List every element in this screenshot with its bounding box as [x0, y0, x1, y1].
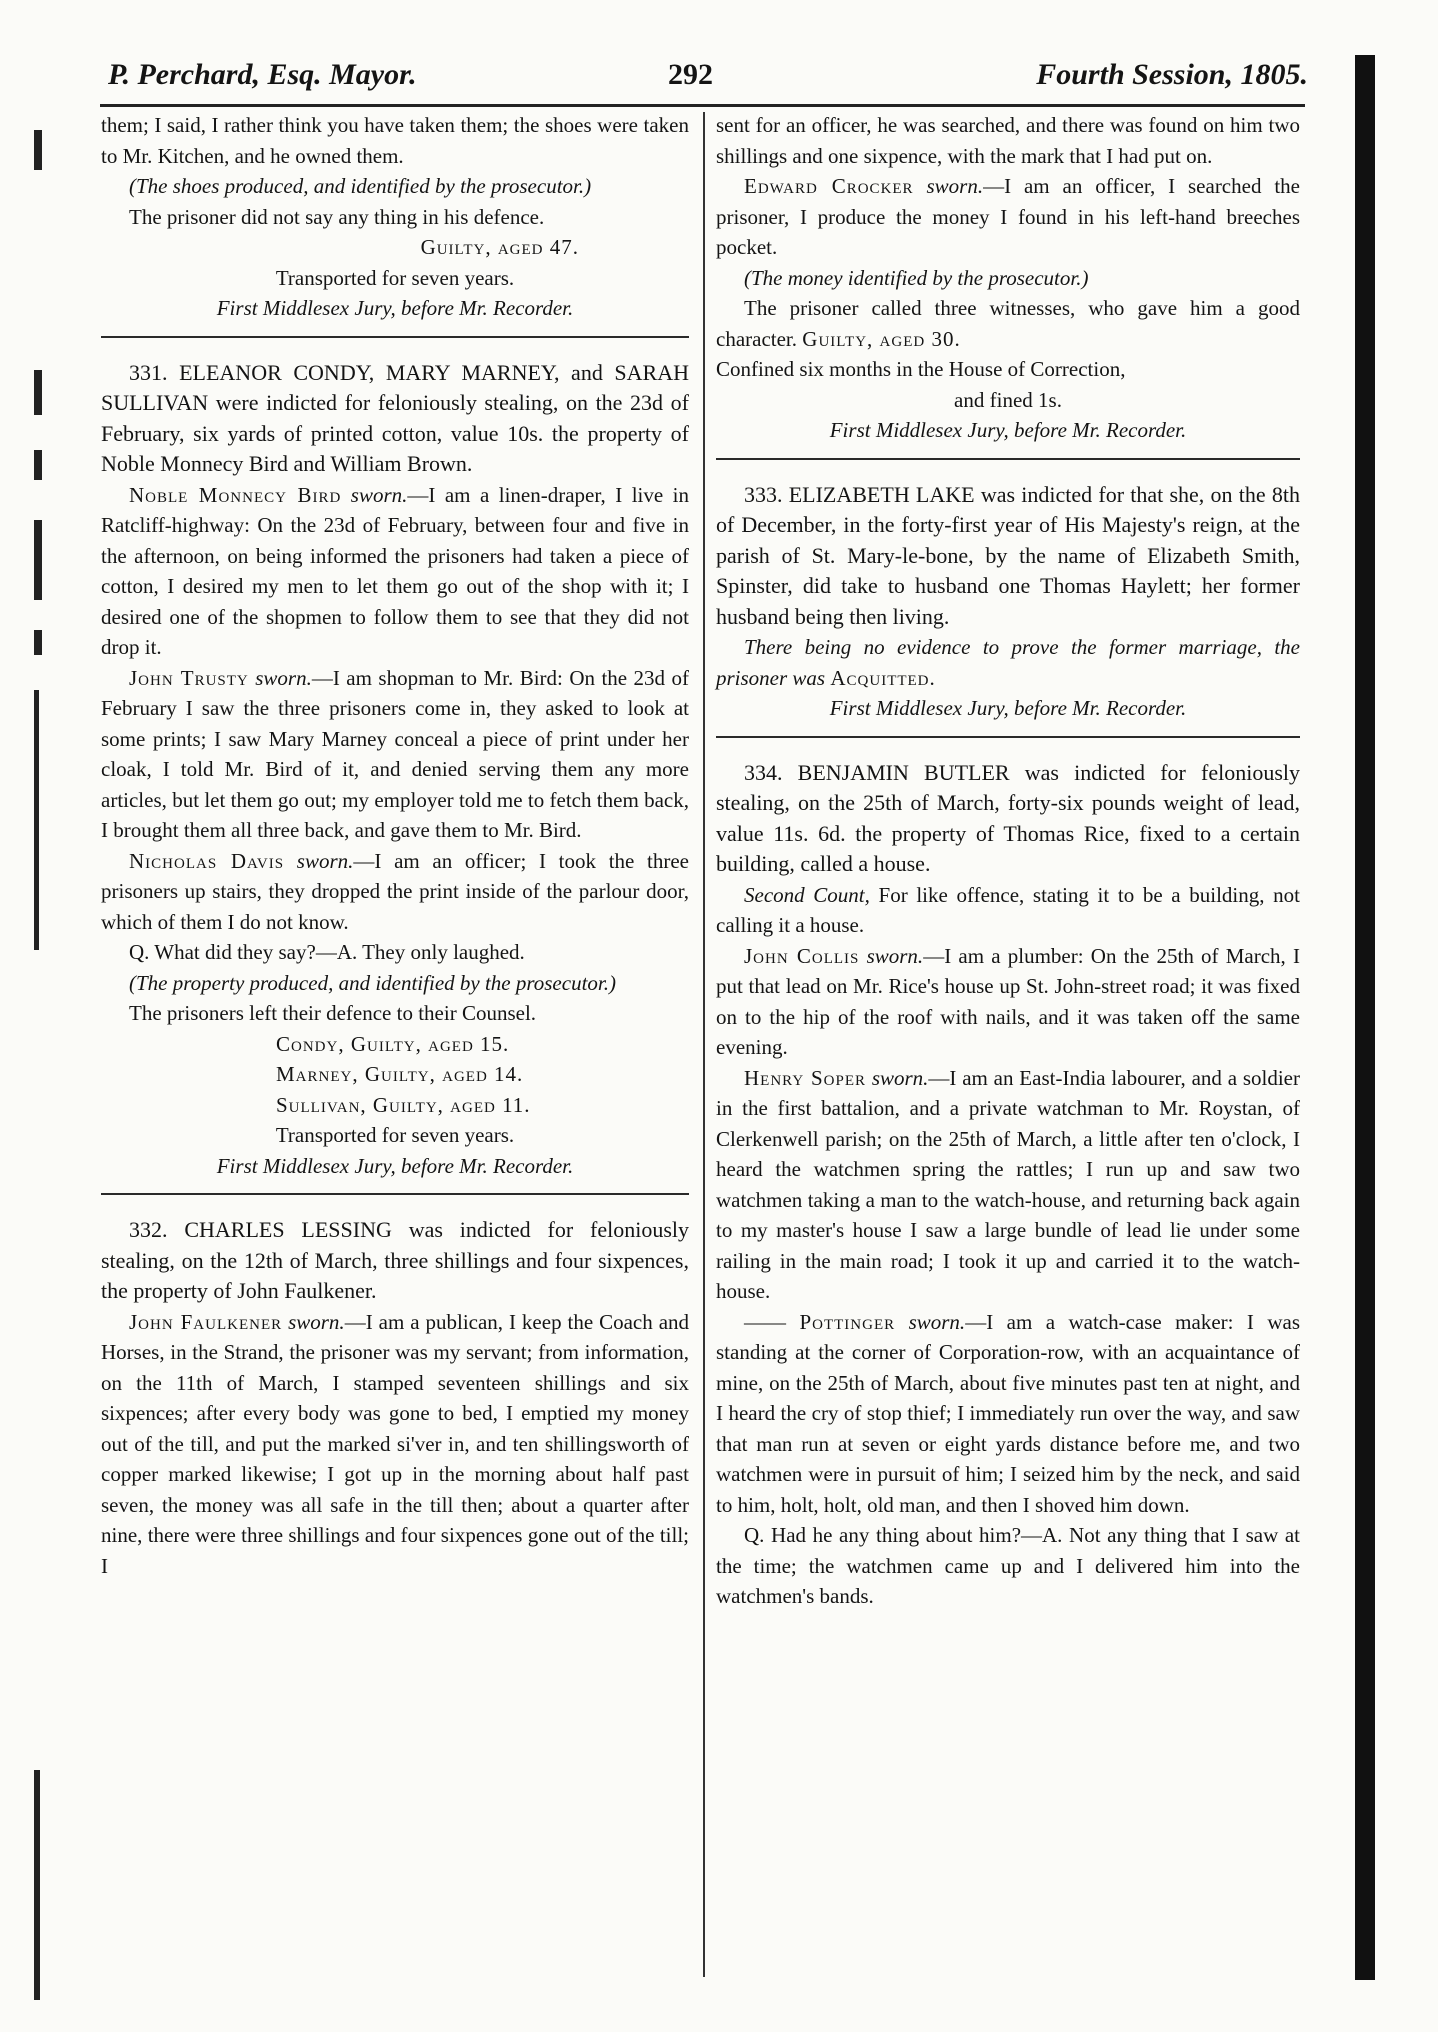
testimony-text: —I am shopman to Mr. Bird: On the 23d of February I saw the three prisoners come in, they asked to look at some prints; I saw Mary Marney conceal a piece of print under her cloak, I told Mr. Bird of it, and denied serving them any more articles, but let them go out; my employer told me to fetch them back, I brought them all three back, and gave them to Mr. Bird.	[101, 665, 690, 842]
question: Q. Had he any thing about him?—A. Not any thing that I saw at the time; the watchmen came up and I delivered him into the watchmen's bands.	[716, 1523, 1300, 1608]
witness-statement: The prisoner called three witnesses, who gave him a good character.	[716, 296, 1300, 351]
binding-margin	[22, 70, 62, 2020]
count-text: For like offence, stating it to be a building, not calling it a house.	[716, 882, 1300, 937]
margin-mark	[34, 130, 42, 170]
testimony	[101, 1307, 689, 1582]
count-label: Second Count,	[744, 882, 870, 907]
witness-name: John Collis	[744, 943, 860, 968]
sentence: Transported for seven years.	[275, 265, 515, 290]
margin-mark	[34, 450, 42, 480]
verdict: Guilty, aged 30.	[802, 326, 961, 351]
testimony-text: —I am a publican, I keep the Coach and Horses, in the Strand, the prisoner was my servant; from information, on the 11th of March, I stamped seventeen shillings and six sixpences; after every body was gone to bed, I emptied my money out of the till, and put the marked si'ver in, and ten shillingsworth of copper marked likewise; I got up in the morning about half past seven, the money was all safe in the till then; about a quarter after nine, there were three shillings and four sixpences gone out of the till; I	[101, 1309, 690, 1578]
jury-line: First Middlesex Jury, before Mr. Recorder.	[216, 1153, 574, 1178]
sworn: sworn.	[350, 482, 408, 507]
binding-edge	[1355, 55, 1375, 1980]
paragraph: (The property produced, and identified by the prosecutor.)	[129, 970, 616, 995]
question: Q. What did they say?—A. They only laughed.	[129, 940, 525, 964]
testimony	[101, 846, 689, 938]
verdict: Condy, Guilty, aged 15.	[276, 1031, 510, 1056]
right-column	[716, 110, 1300, 1612]
column-divider	[703, 112, 705, 1977]
sworn: sworn.	[926, 174, 984, 198]
section-rule	[716, 458, 1300, 460]
testimony	[716, 1307, 1300, 1521]
sworn: sworn.	[871, 1065, 929, 1090]
case-331: 331. ELEANOR CONDY, MARY MARNEY, and SARAH SULLIVAN were indicted for feloniously stealing, on the 23d of February, six yards of printed cotton, value 10s. the property of Noble Monnecy Bird and William Brown.	[101, 359, 689, 476]
testimony-text: —I am an East-India labourer, and a soldier in the first battalion, and a private watchman to Mr. Roystan, of Clerkenwell parish; on the 25th of March, a little after ten o'clock, I heard the watchmen spring the rattles; I run up and saw two watchmen taking a man to the watch-house, and returning back again to my master's house I saw a large bundle of lead lie under some railing in the main road; I took it up and carried it to the watch-house.	[716, 1065, 1300, 1303]
sworn: sworn.	[866, 943, 924, 968]
sentence: and fined 1s.	[954, 387, 1062, 412]
paragraph: The prisoners left their defence to their Counsel.	[129, 1001, 537, 1025]
witness-name: Nicholas Davis	[129, 848, 285, 873]
sworn: sworn.	[255, 665, 312, 690]
testimony-text: —I am a watch-case maker: I was standing at the corner of Corporation-row, with an acquaintance of mine, on the 25th of March, about five minutes past ten at night, and I heard the cry of stop thief; I immediately run over the way, and saw that man run at seven or eight yards distance before me, and two watchmen were in pursuit of him; I seized him by the neck, and said to him, holt, holt, old man, and then I shoved him down.	[716, 1309, 1301, 1517]
witness-name: John Trusty	[129, 665, 249, 690]
testimony-text: —I am an officer, I searched the prisoner, I produce the money I found in his left-hand breeches pocket.	[716, 174, 1301, 259]
header-right: Fourth Session, 1805.	[1036, 58, 1308, 91]
sentence: Confined six months in the House of Correction,	[716, 357, 1126, 381]
testimony-text: —I am an officer; I took the three prisoners up stairs, they dropped the print inside of the parlour door, which of them I do not know.	[101, 848, 689, 934]
left-column	[101, 110, 689, 1581]
testimony-text: —I am a plumber: On the 25th of March, I put that lead on Mr. Rice's house up St. John-street road; it was fixed on to the hip of the roof with nails, and it was taken off the same evening.	[716, 943, 1300, 1059]
sworn: sworn.	[296, 848, 354, 873]
testimony	[101, 663, 689, 846]
sworn: sworn.	[288, 1309, 345, 1334]
margin-mark	[34, 520, 42, 600]
witness-name: Pottinger	[799, 1309, 896, 1334]
running-header	[108, 58, 1308, 104]
verdict: Marney, Guilty, aged 14.	[276, 1062, 524, 1086]
margin-mark	[34, 690, 39, 950]
witness-name: Henry Soper	[744, 1065, 866, 1090]
testimony	[101, 480, 689, 663]
no-evidence: There being no evidence to prove the former marriage, the prisoner was	[716, 635, 1300, 690]
header-rule	[100, 104, 1305, 107]
testimony	[716, 941, 1300, 1063]
paragraph: sent for an officer, he was searched, and there was found on him two shillings and one sixpence, with the mark that I had put on.	[716, 113, 1300, 168]
verdict: Acquitted.	[830, 665, 936, 690]
section-rule	[101, 1193, 689, 1195]
jury-line: First Middlesex Jury, before Mr. Recorder.	[216, 296, 574, 320]
case-334: 334. BENJAMIN BUTLER was indicted for feloniously stealing, on the 25th of March, forty-six pounds weight of lead, value 11s. 6d. the property of Thomas Rice, fixed to a certain building, called a house.	[716, 759, 1300, 876]
case-332: 332. CHARLES LESSING was indicted for feloniously stealing, on the 12th of March, three shillings and four sixpences, the property of John Faulkener.	[101, 1217, 689, 1303]
sworn: sworn.	[908, 1309, 966, 1334]
paragraph: The prisoner did not say any thing in his defence.	[129, 204, 545, 229]
dash: ——	[744, 1309, 786, 1334]
paragraph: (The shoes produced, and identified by the prosecutor.)	[129, 174, 592, 198]
paragraph	[716, 880, 1300, 941]
jury-line: First Middlesex Jury, before Mr. Recorder.	[829, 696, 1187, 720]
case-333: 333. ELIZABETH LAKE was indicted for that she, on the 8th of December, in the forty-first year of His Majesty's reign, at the parish of St. Mary-le-bone, by the name of Elizabeth Smith, Spinster, did take to husband one Thomas Haylett; her former husband being then living.	[716, 481, 1300, 629]
testimony	[716, 171, 1300, 263]
witness-name: Edward Crocker	[744, 174, 914, 198]
testimony	[716, 1063, 1300, 1307]
jury-line: First Middlesex Jury, before Mr. Recorder.	[829, 418, 1187, 442]
paragraph: them; I said, I rather think you have taken them; the shoes were taken to Mr. Kitchen, and he owned them.	[101, 113, 689, 168]
header-left: P. Perchard, Esq. Mayor.	[108, 58, 417, 91]
page-number: 292	[668, 58, 713, 91]
witness-name: Noble Monnecy Bird	[129, 482, 342, 507]
paragraph: (The money identified by the prosecutor.)	[744, 265, 1089, 290]
testimony-text: —I am a linen-draper, I live in Ratcliff-highway: On the 23d of February, between four and five in the afternoon, on being informed the prisoners had taken a piece of cotton, I desired my men to let them go out of the shop with it; I desired one of the shopmen to follow them to see that they did not drop it.	[101, 482, 690, 659]
section-rule	[716, 736, 1300, 738]
paragraph	[716, 293, 1300, 354]
witness-name: John Faulkener	[129, 1309, 283, 1334]
margin-mark	[34, 370, 42, 415]
margin-mark	[34, 630, 42, 655]
verdict: Guilty, aged 47.	[420, 235, 579, 259]
margin-mark	[34, 1770, 40, 2000]
verdict: Sullivan, Guilty, aged 11.	[276, 1092, 531, 1117]
section-rule	[101, 336, 689, 338]
sentence: Transported for seven years.	[275, 1123, 515, 1147]
paragraph	[716, 632, 1300, 693]
